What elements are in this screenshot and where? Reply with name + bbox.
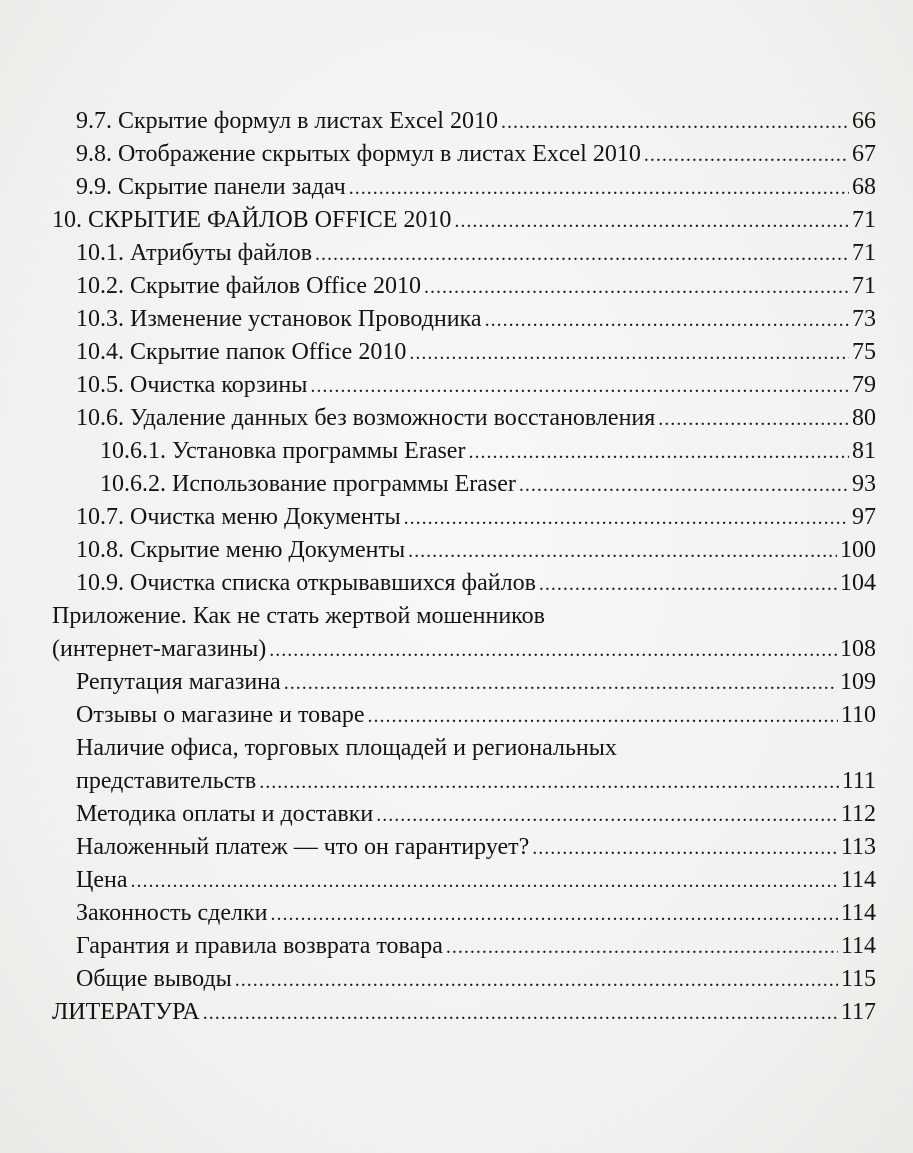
- toc-entry-page: 67: [852, 141, 876, 167]
- toc-entry-title: Методика оплаты и доставки: [76, 801, 374, 827]
- dot-leader: [259, 765, 839, 799]
- toc-entry-title: 10.9. Очистка списка открывавшихся файлов: [76, 570, 536, 596]
- dot-leader: [284, 666, 837, 700]
- toc-entry-title: Цена: [76, 867, 128, 893]
- toc-entry-page: 68: [852, 174, 876, 200]
- dot-leader: [485, 303, 849, 337]
- toc-entry-10-8: [76, 533, 876, 567]
- dot-leader: [409, 336, 849, 370]
- dot-leader: [235, 963, 838, 997]
- toc-entry-10-9: [76, 566, 876, 600]
- toc-entry-page: 104: [840, 570, 876, 596]
- toc-entry-10-6: [76, 401, 876, 435]
- dot-leader: [532, 831, 838, 865]
- toc-entry-page: 93: [852, 471, 876, 497]
- dot-leader: [454, 204, 849, 238]
- toc-entry-literature: [52, 995, 876, 1029]
- toc-entry-title: Общие выводы: [76, 966, 232, 992]
- toc-entry-page: 73: [852, 306, 876, 332]
- dot-leader: [270, 897, 837, 931]
- toc-entry-9-9: [76, 170, 876, 204]
- toc-entry-10-5: [76, 368, 876, 402]
- toc-entry-page: 114: [840, 867, 876, 893]
- dot-leader: [644, 138, 849, 172]
- toc-entry-page: 71: [852, 273, 876, 299]
- toc-entry-title: представительств: [76, 768, 257, 794]
- toc-entry-conclusions: [76, 962, 876, 996]
- toc-entry-page: 79: [852, 372, 876, 398]
- dot-leader: [519, 468, 849, 502]
- toc-entry-legality: [76, 896, 876, 930]
- toc-entry-9-8: [76, 137, 876, 171]
- toc-entry-10-6-1: [100, 434, 876, 468]
- toc-entry-title: Наложенный платеж — что он гарантирует?: [76, 834, 530, 860]
- toc-entry-page: 115: [840, 966, 876, 992]
- toc-entry-appendix-line1: [52, 599, 545, 633]
- dot-leader: [203, 996, 838, 1030]
- toc-entry-title: Наличие офиса, торговых площадей и региональных: [76, 735, 617, 761]
- dot-leader: [658, 402, 849, 436]
- toc-entry-page: 113: [840, 834, 876, 860]
- dot-leader: [349, 171, 849, 205]
- toc-entry-title: ЛИТЕРАТУРА: [52, 999, 200, 1025]
- toc-entry-page: 109: [840, 669, 876, 695]
- toc-entry-title: 10.7. Очистка меню Документы: [76, 504, 401, 530]
- toc-entry-title: 10.2. Скрытие файлов Office 2010: [76, 273, 421, 299]
- toc-entry-appendix-line2: [52, 632, 876, 666]
- toc-entry-title: 10.4. Скрытие папок Office 2010: [76, 339, 407, 365]
- toc-entry-10-3: [76, 302, 876, 336]
- toc-entry-10: [52, 203, 876, 237]
- toc-entry-page: 71: [852, 240, 876, 266]
- dot-leader: [315, 237, 849, 271]
- toc-entry-office-line2: [76, 764, 876, 798]
- dot-leader: [468, 435, 849, 469]
- dot-leader: [446, 930, 838, 964]
- dot-leader: [130, 864, 837, 898]
- dot-leader: [269, 633, 837, 667]
- toc-entry-reputation: [76, 665, 876, 699]
- dot-leader: [310, 369, 849, 403]
- toc-entry-page: 97: [852, 504, 876, 530]
- toc-entry-page: 111: [841, 768, 876, 794]
- toc-entry-10-6-2: [100, 467, 876, 501]
- toc-entry-page: 117: [840, 999, 876, 1025]
- toc-entry-10-7: [76, 500, 876, 534]
- toc-entry-title: Гарантия и правила возврата товара: [76, 933, 443, 959]
- dot-leader: [368, 699, 838, 733]
- dot-leader: [424, 270, 849, 304]
- dot-leader: [404, 501, 849, 535]
- toc-entry-page: 114: [840, 900, 876, 926]
- toc-entry-title: 10.6.2. Использование программы Eraser: [100, 471, 516, 497]
- toc-entry-title: 10.3. Изменение установок Проводника: [76, 306, 482, 332]
- toc-entry-page: 66: [852, 108, 876, 134]
- toc-entry-title: Приложение. Как не стать жертвой мошенников: [52, 603, 545, 629]
- toc-entry-page: 81: [852, 438, 876, 464]
- toc-entry-title: Законность сделки: [76, 900, 268, 926]
- dot-leader: [408, 534, 837, 568]
- toc-entry-10-1: [76, 236, 876, 270]
- toc-entry-reviews: [76, 698, 876, 732]
- toc-entry-title: (интернет-магазины): [52, 636, 267, 662]
- toc-entry-price: [76, 863, 876, 897]
- toc-entry-title: 10.5. Очистка корзины: [76, 372, 308, 398]
- toc-entry-page: 110: [840, 702, 876, 728]
- toc-entry-title: 9.7. Скрытие формул в листах Excel 2010: [76, 108, 498, 134]
- toc-entry-payment: [76, 797, 876, 831]
- dot-leader: [501, 105, 849, 139]
- toc-entry-title: 10.6.1. Установка программы Eraser: [100, 438, 466, 464]
- toc-entry-title: 10.6. Удаление данных без возможности восстановления: [76, 405, 656, 431]
- toc-entry-page: 71: [852, 207, 876, 233]
- toc-entry-page: 100: [840, 537, 876, 563]
- toc-entry-title: 9.9. Скрытие панели задач: [76, 174, 346, 200]
- toc-entry-title: 10.1. Атрибуты файлов: [76, 240, 313, 266]
- toc-entry-cod: [76, 830, 876, 864]
- toc-entry-10-4: [76, 335, 876, 369]
- toc-entry-title: 9.8. Отображение скрытых формул в листах Excel 2010: [76, 141, 641, 167]
- toc-entry-page: 112: [840, 801, 876, 827]
- toc-entry-title: Репутация магазина: [76, 669, 281, 695]
- toc-entry-title: 10. СКРЫТИЕ ФАЙЛОВ OFFICE 2010: [52, 207, 452, 233]
- toc-entry-warranty: [76, 929, 876, 963]
- toc-entry-page: 114: [840, 933, 876, 959]
- dot-leader: [539, 567, 837, 601]
- toc-entry-page: 75: [852, 339, 876, 365]
- toc-entry-office-line1: [76, 731, 617, 765]
- toc-entry-title: 10.8. Скрытие меню Документы: [76, 537, 406, 563]
- toc-entry-page: 80: [852, 405, 876, 431]
- toc-entry-page: 108: [840, 636, 876, 662]
- toc-entry-10-2: [76, 269, 876, 303]
- toc-entry-9-7: [76, 104, 876, 138]
- toc-entry-title: Отзывы о магазине и товаре: [76, 702, 365, 728]
- dot-leader: [376, 798, 838, 832]
